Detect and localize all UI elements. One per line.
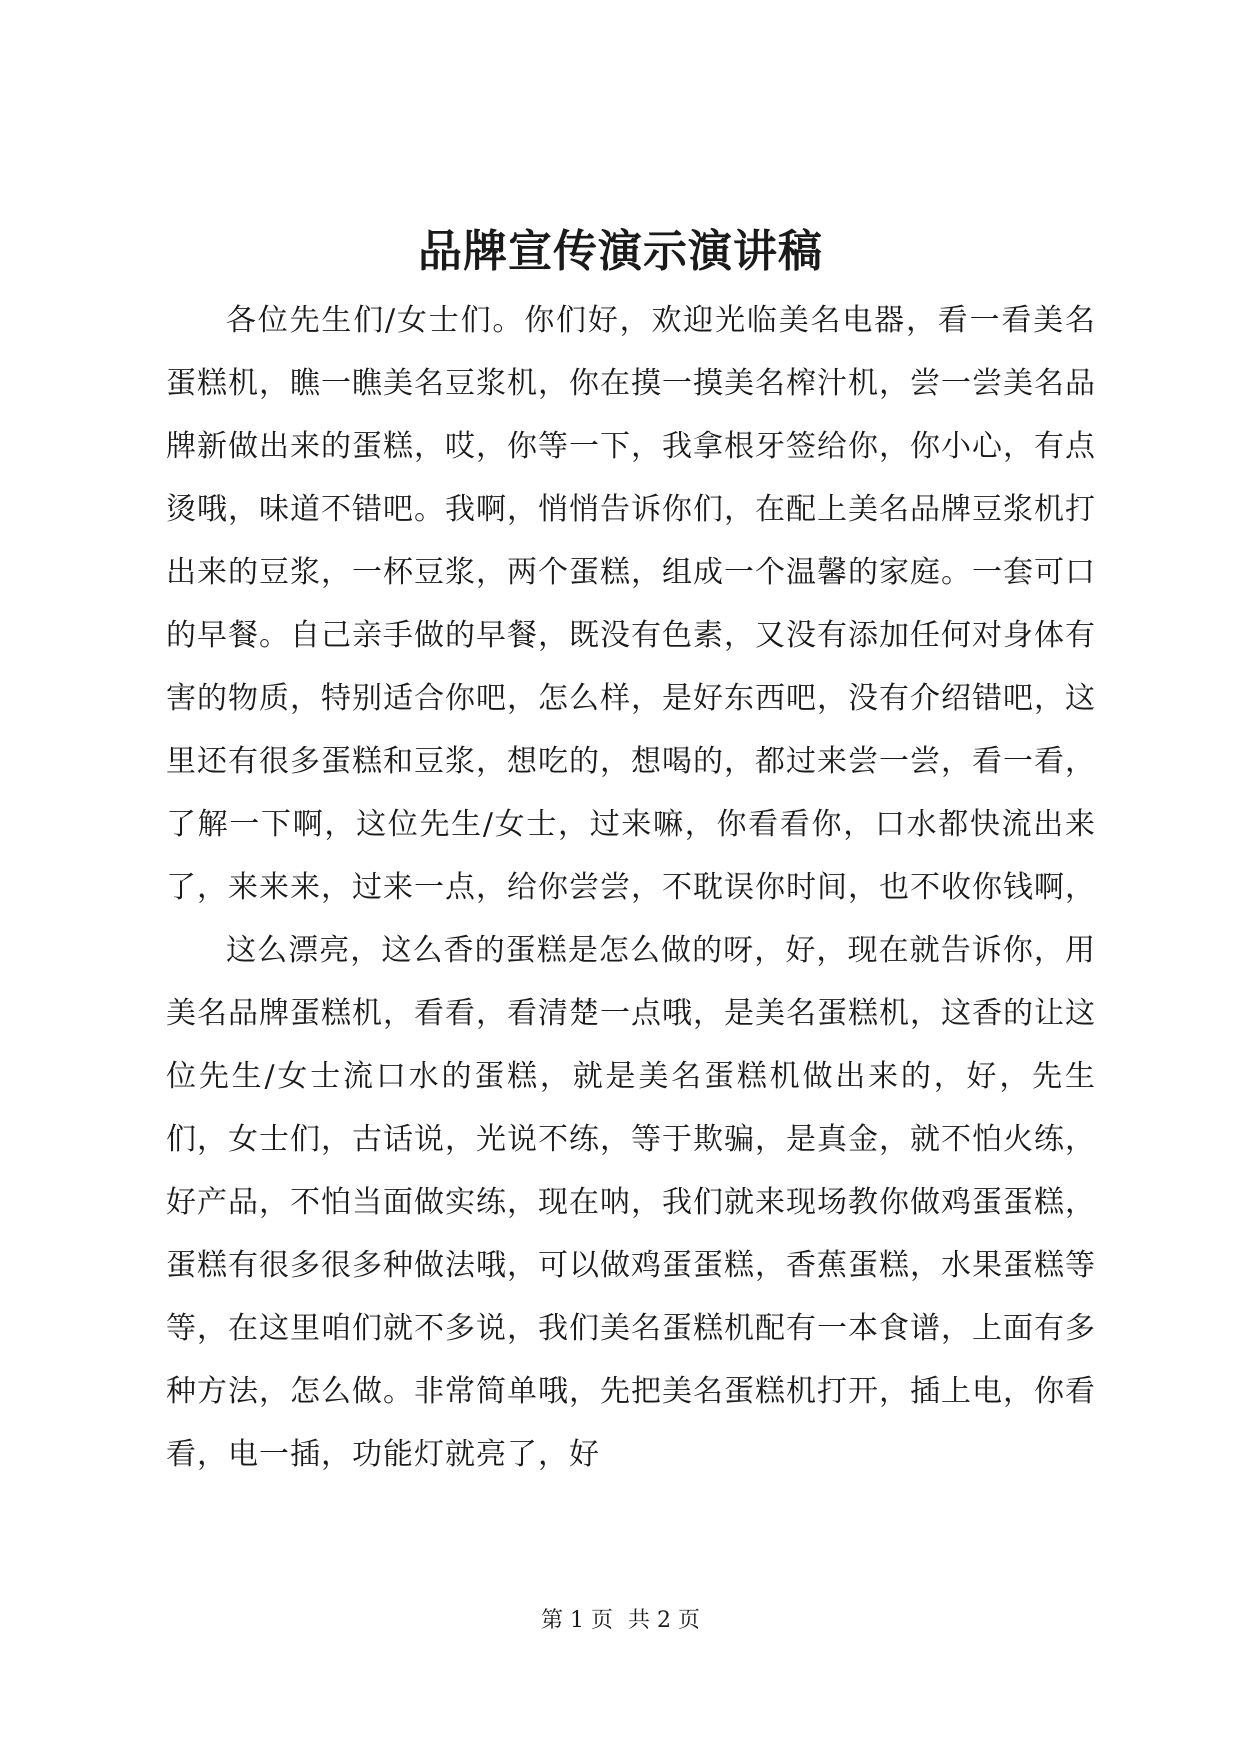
document-title: 品牌宣传演示演讲稿 — [418, 226, 823, 277]
paragraph: 各位先生们/女士们。你们好，欢迎光临美名电器，看一看美名蛋糕机，瞧一瞧美名豆浆机，你在摸一摸美名榨汁机，尝一尝美名品牌新做出来的蛋糕，哎，你等一下，我拿根牙签给你，你小心，有点烫哦，味道不错吧。我啊，悄悄告诉你们，在配上美名品牌豆浆机打出来的豆浆，一杯豆浆，两个蛋糕，组成一个温馨的家庭。一套可口的早餐。自己亲手做的早餐，既没有色素，又没有添加任何对身体有害的物质，特别适合你吧，怎么样，是好东西吧，没有介绍错吧，这里还有很多蛋糕和豆浆，想吃的，想喝的，都过来尝一尝，看一看，了解一下啊，这位先生/女士，过来嘛，你看看你，口水都快流出来了，来来来，过来一点，给你尝尝，不耽误你时间，也不收你钱啊， — [166, 303, 1096, 905]
page-footer — [0, 1606, 1241, 1636]
paragraph: 这么漂亮，这么香的蛋糕是怎么做的呀，好，现在就告诉你，用美名品牌蛋糕机，看看，看清楚一点哦，是美名蛋糕机，这香的让这位先生/女士流口水的蛋糕，就是美名蛋糕机做出来的，好，先生们，女士们，古话说，光说不练，等于欺骗，是真金，就不怕火练，好产品，不怕当面做实练，现在呐，我们就来现场教你做鸡蛋蛋糕，蛋糕有很多很多种做法哦，可以做鸡蛋蛋糕，香蕉蛋糕，水果蛋糕等等，在这里咱们就不多说，我们美名蛋糕机配有一本食谱，上面有多种方法，怎么做。非常简单哦，先把美名蛋糕机打开，插上电，你看看，电一插，功能灯就亮了，好 — [166, 933, 1096, 1472]
page-total: 共 2 页 — [628, 1608, 700, 1633]
document-body — [166, 289, 1096, 1486]
page-number: 第 1 页 — [541, 1608, 613, 1633]
